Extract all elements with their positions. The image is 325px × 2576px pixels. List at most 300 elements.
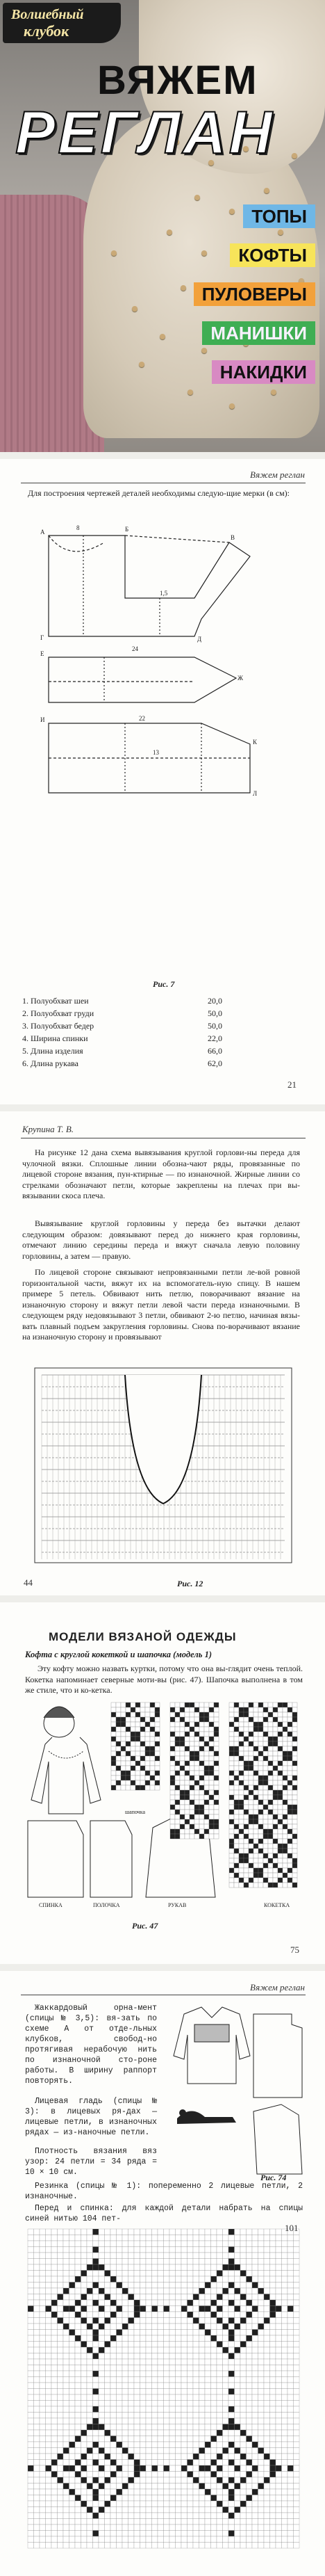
chart-cell bbox=[175, 1834, 180, 1839]
chart-cell bbox=[111, 1727, 116, 1732]
jacquard-cell bbox=[117, 2406, 123, 2413]
jacquard-cell bbox=[140, 2342, 147, 2348]
chart-cell bbox=[268, 1849, 273, 1853]
jacquard-cell bbox=[176, 2241, 182, 2247]
jacquard-cell bbox=[128, 2259, 135, 2265]
jacquard-cell bbox=[270, 2371, 276, 2377]
chart-cell bbox=[234, 1707, 239, 1712]
chart-cell bbox=[292, 1756, 297, 1761]
jacquard-cell bbox=[205, 2489, 211, 2495]
jacquard-cell bbox=[46, 2413, 52, 2419]
jacquard-cell bbox=[158, 2264, 164, 2271]
jacquard-cell bbox=[75, 2501, 81, 2507]
jacquard-cell bbox=[270, 2460, 276, 2466]
chart-cell bbox=[116, 1737, 121, 1741]
chart-cell bbox=[185, 1810, 190, 1814]
chart-cell bbox=[229, 1834, 234, 1839]
jacquard-cell bbox=[240, 2330, 247, 2336]
chart-cell bbox=[150, 1707, 155, 1712]
chart-cell bbox=[283, 1727, 288, 1732]
chart-cell bbox=[135, 1727, 140, 1732]
jacquard-cell bbox=[181, 2543, 188, 2549]
jacquard-cell bbox=[63, 2436, 69, 2442]
jacquard-cell bbox=[205, 2454, 211, 2460]
jacquard-cell bbox=[51, 2253, 58, 2259]
jacquard-cell bbox=[122, 2359, 128, 2365]
jacquard-cell bbox=[211, 2442, 217, 2448]
jacquard-cell bbox=[217, 2235, 223, 2241]
chart-cell bbox=[185, 1732, 190, 1737]
jacquard-cell bbox=[28, 2401, 34, 2407]
jacquard-cell bbox=[282, 2401, 288, 2407]
jacquard-cell bbox=[288, 2507, 294, 2513]
chart-cell bbox=[185, 1756, 190, 1761]
chart-cell bbox=[180, 1834, 185, 1839]
chart-cell bbox=[155, 1732, 160, 1737]
jacquard-cell bbox=[270, 2501, 276, 2507]
jacquard-cell bbox=[128, 2472, 135, 2478]
chart-cell bbox=[244, 1790, 249, 1795]
jacquard-cell bbox=[58, 2371, 64, 2377]
svg-text:Б: Б bbox=[125, 526, 129, 533]
chart-cell bbox=[273, 1849, 278, 1853]
jacquard-cell bbox=[34, 2507, 40, 2513]
jacquard-cell bbox=[176, 2495, 182, 2502]
chart-cell bbox=[292, 1761, 297, 1766]
jacquard-cell bbox=[211, 2335, 217, 2342]
chart-cell bbox=[150, 1732, 155, 1737]
jacquard-cell bbox=[63, 2543, 69, 2549]
jacquard-cell bbox=[134, 2294, 140, 2301]
jacquard-cell bbox=[228, 2477, 235, 2484]
chart-cell bbox=[283, 1844, 288, 1849]
jacquard-cell bbox=[294, 2259, 300, 2265]
jacquard-cell bbox=[117, 2276, 123, 2283]
jacquard-cell bbox=[270, 2271, 276, 2277]
jacquard-cell bbox=[240, 2229, 247, 2235]
jacquard-cell bbox=[223, 2347, 229, 2353]
jacquard-cell bbox=[282, 2477, 288, 2484]
chart-cell bbox=[263, 1839, 268, 1844]
chart-cell bbox=[278, 1717, 283, 1722]
chart-cell bbox=[121, 1737, 126, 1741]
jacquard-cell bbox=[211, 2235, 217, 2241]
jacquard-cell bbox=[276, 2247, 282, 2253]
jacquard-cell bbox=[199, 2430, 206, 2436]
jacquard-cell bbox=[117, 2271, 123, 2277]
jacquard-cell bbox=[193, 2484, 199, 2490]
chart-cell bbox=[199, 1766, 204, 1771]
jacquard-cell bbox=[40, 2253, 46, 2259]
jacquard-cell bbox=[188, 2460, 194, 2466]
chart-cell bbox=[258, 1849, 263, 1853]
jacquard-cell bbox=[228, 2413, 235, 2419]
chart-cell bbox=[131, 1707, 135, 1712]
jacquard-cell bbox=[258, 2353, 265, 2360]
chart-cell bbox=[175, 1771, 180, 1776]
chart-cell bbox=[234, 1717, 239, 1722]
jacquard-cell bbox=[181, 2525, 188, 2531]
chart-cell bbox=[190, 1761, 194, 1766]
jacquard-cell bbox=[34, 2276, 40, 2283]
jacquard-cell bbox=[28, 2377, 34, 2383]
jacquard-cell bbox=[217, 2335, 223, 2342]
jacquard-cell bbox=[152, 2377, 158, 2383]
jacquard-cell bbox=[158, 2430, 164, 2436]
jacquard-cell bbox=[176, 2406, 182, 2413]
jacquard-cell bbox=[217, 2229, 223, 2235]
jacquard-cell bbox=[164, 2519, 170, 2525]
jacquard-cell bbox=[63, 2306, 69, 2312]
jacquard-cell bbox=[117, 2472, 123, 2478]
jacquard-cell bbox=[235, 2359, 241, 2365]
jacquard-cell bbox=[134, 2283, 140, 2289]
jacquard-cell bbox=[270, 2465, 276, 2472]
jacquard-cell bbox=[252, 2454, 258, 2460]
jacquard-cell bbox=[158, 2342, 164, 2348]
chart-cell bbox=[131, 1771, 135, 1776]
jacquard-cell bbox=[282, 2247, 288, 2253]
jacquard-cell bbox=[264, 2241, 270, 2247]
jacquard-cell bbox=[181, 2501, 188, 2507]
jacquard-cell bbox=[294, 2318, 300, 2324]
jacquard-cell bbox=[58, 2543, 64, 2549]
jacquard-cell bbox=[247, 2513, 253, 2519]
chart-cell bbox=[180, 1717, 185, 1722]
jacquard-cell bbox=[252, 2460, 258, 2466]
jacquard-cell bbox=[146, 2442, 152, 2448]
chart-cell bbox=[155, 1702, 160, 1707]
jacquard-cell bbox=[205, 2418, 211, 2424]
jacquard-cell bbox=[240, 2477, 247, 2484]
jacquard-cell bbox=[188, 2424, 194, 2431]
chart-cell bbox=[268, 1883, 273, 1887]
jacquard-cell bbox=[205, 2306, 211, 2312]
jacquard-cell bbox=[164, 2300, 170, 2306]
jacquard-cell bbox=[122, 2430, 128, 2436]
jacquard-cell bbox=[247, 2454, 253, 2460]
jacquard-cell bbox=[110, 2531, 117, 2537]
jacquard-cell bbox=[294, 2430, 300, 2436]
jacquard-cell bbox=[117, 2371, 123, 2377]
jacquard-cell bbox=[258, 2484, 265, 2490]
jacquard-cell bbox=[105, 2472, 111, 2478]
jacquard-cell bbox=[81, 2377, 88, 2383]
cover-title-1: ВЯЖЕМ bbox=[97, 58, 258, 103]
jacquard-cell bbox=[99, 2460, 105, 2466]
jacquard-cell bbox=[93, 2306, 99, 2312]
jacquard-cell bbox=[294, 2330, 300, 2336]
jacquard-cell bbox=[158, 2330, 164, 2336]
chart-cell bbox=[249, 1737, 253, 1741]
chart-cell bbox=[258, 1795, 263, 1800]
jacquard-cell bbox=[169, 2335, 176, 2342]
chart-cell bbox=[131, 1712, 135, 1717]
jacquard-cell bbox=[128, 2253, 135, 2259]
jacquard-cell bbox=[228, 2418, 235, 2424]
jacquard-cell bbox=[199, 2513, 206, 2519]
jacquard-cell bbox=[75, 2312, 81, 2318]
jacquard-cell bbox=[146, 2454, 152, 2460]
jacquard-cell bbox=[110, 2264, 117, 2271]
chart-cell bbox=[278, 1858, 283, 1863]
jacquard-cell bbox=[252, 2394, 258, 2401]
jacquard-cell bbox=[282, 2330, 288, 2336]
jacquard-cell bbox=[223, 2454, 229, 2460]
jacquard-cell bbox=[176, 2371, 182, 2377]
jacquard-cell bbox=[164, 2394, 170, 2401]
chart-cell bbox=[263, 1771, 268, 1776]
chart-cell bbox=[214, 1717, 219, 1722]
chart-cell bbox=[199, 1702, 204, 1707]
jacquard-cell bbox=[51, 2271, 58, 2277]
jacquard-cell bbox=[188, 2306, 194, 2312]
jacquard-cell bbox=[105, 2300, 111, 2306]
jacquard-cell bbox=[188, 2484, 194, 2490]
chart-cell bbox=[126, 1722, 131, 1727]
chart-cell bbox=[249, 1844, 253, 1849]
jacquard-cell bbox=[169, 2276, 176, 2283]
chart-cell bbox=[234, 1844, 239, 1849]
jacquard-cell bbox=[235, 2501, 241, 2507]
jacquard-cell bbox=[199, 2288, 206, 2294]
chart-cell bbox=[278, 1790, 283, 1795]
chart-cell bbox=[292, 1727, 297, 1732]
jacquard-cell bbox=[28, 2472, 34, 2478]
jacquard-cell bbox=[282, 2241, 288, 2247]
page-gap bbox=[0, 1964, 325, 1971]
chart-cell bbox=[278, 1878, 283, 1883]
jacquard-cell bbox=[75, 2264, 81, 2271]
jacquard-cell bbox=[264, 2271, 270, 2277]
jacquard-cell bbox=[176, 2300, 182, 2306]
jacquard-cell bbox=[276, 2465, 282, 2472]
jacquard-cell bbox=[99, 2247, 105, 2253]
jacquard-cell bbox=[217, 2365, 223, 2372]
jacquard-cell bbox=[176, 2259, 182, 2265]
chart-cell bbox=[249, 1707, 253, 1712]
jacquard-cell bbox=[188, 2288, 194, 2294]
jacquard-cell bbox=[169, 2454, 176, 2460]
chart-cell bbox=[199, 1737, 204, 1741]
chart-cell bbox=[268, 1722, 273, 1727]
jacquard-cell bbox=[87, 2501, 93, 2507]
chart-cell bbox=[214, 1834, 219, 1839]
jacquard-cell bbox=[270, 2312, 276, 2318]
jacquard-cell bbox=[105, 2519, 111, 2525]
chart-cell bbox=[292, 1766, 297, 1771]
chart-cell bbox=[229, 1824, 234, 1829]
chart-cell bbox=[229, 1746, 234, 1751]
jacquard-cell bbox=[58, 2465, 64, 2472]
jacquard-cell bbox=[99, 2264, 105, 2271]
chart-cell bbox=[209, 1707, 214, 1712]
jacquard-cell bbox=[87, 2525, 93, 2531]
jacquard-cell bbox=[81, 2318, 88, 2324]
jacquard-cell bbox=[158, 2300, 164, 2306]
jacquard-cell bbox=[228, 2436, 235, 2442]
jacquard-cell bbox=[188, 2531, 194, 2537]
chart-cell bbox=[111, 1751, 116, 1756]
jacquard-cell bbox=[176, 2394, 182, 2401]
jacquard-cell bbox=[247, 2371, 253, 2377]
jacquard-cell bbox=[140, 2448, 147, 2454]
jacquard-cell bbox=[58, 2271, 64, 2277]
chart-cell bbox=[239, 1732, 244, 1737]
model-body: Эту кофту можно назвать куртки, потому что она вы-глядит очень теплой. Кокетка напоминает северные моти-вы (рис. 47). Шапочка выполнена в том же стиле, что и ко-кетка. bbox=[25, 1664, 303, 1695]
jacquard-cell bbox=[247, 2465, 253, 2472]
jacquard-cell bbox=[158, 2389, 164, 2395]
chart-cell bbox=[283, 1712, 288, 1717]
page-number: 75 bbox=[290, 1945, 299, 1955]
jacquard-cell bbox=[93, 2377, 99, 2383]
jacquard-cell bbox=[63, 2264, 69, 2271]
chart-cell bbox=[140, 1737, 145, 1741]
jacquard-cell bbox=[81, 2247, 88, 2253]
jacquard-cell bbox=[110, 2342, 117, 2348]
chart-cell bbox=[234, 1873, 239, 1878]
chart-cell bbox=[239, 1805, 244, 1810]
jacquard-cell bbox=[128, 2448, 135, 2454]
jacquard-cell bbox=[117, 2525, 123, 2531]
jacquard-cell bbox=[146, 2306, 152, 2312]
jacquard-cell bbox=[193, 2513, 199, 2519]
jacquard-cell bbox=[93, 2401, 99, 2407]
jacquard-cell bbox=[235, 2525, 241, 2531]
jacquard-cell bbox=[258, 2536, 265, 2543]
jacquard-cell bbox=[34, 2324, 40, 2330]
jacquard-cell bbox=[270, 2324, 276, 2330]
jacquard-cell bbox=[181, 2442, 188, 2448]
jacquard-cell bbox=[217, 2294, 223, 2301]
chart-cell bbox=[190, 1771, 194, 1776]
jacquard-cell bbox=[217, 2318, 223, 2324]
chart-cell bbox=[292, 1819, 297, 1824]
jacquard-cell bbox=[240, 2353, 247, 2360]
jacquard-cell bbox=[294, 2406, 300, 2413]
jacquard-cell bbox=[63, 2413, 69, 2419]
jacquard-cell bbox=[152, 2401, 158, 2407]
jacquard-cell bbox=[93, 2525, 99, 2531]
jacquard-cell bbox=[211, 2389, 217, 2395]
jacquard-cell bbox=[228, 2359, 235, 2365]
jacquard-cell bbox=[58, 2472, 64, 2478]
chart-cell bbox=[234, 1741, 239, 1746]
jacquard-cell bbox=[181, 2235, 188, 2241]
jacquard-cell bbox=[75, 2472, 81, 2478]
bobble bbox=[229, 403, 235, 409]
jacquard-cell bbox=[211, 2271, 217, 2277]
chart-cell bbox=[229, 1878, 234, 1883]
jacquard-cell bbox=[199, 2401, 206, 2407]
jacquard-cell bbox=[158, 2377, 164, 2383]
jacquard-cell bbox=[164, 2276, 170, 2283]
chart-cell bbox=[214, 1761, 219, 1766]
jacquard-cell bbox=[75, 2300, 81, 2306]
chart-cell bbox=[170, 1751, 175, 1756]
jacquard-cell bbox=[288, 2531, 294, 2537]
chart-cell bbox=[111, 1707, 116, 1712]
chart-cell bbox=[278, 1873, 283, 1878]
chart-cell bbox=[249, 1766, 253, 1771]
jacquard-cell bbox=[128, 2306, 135, 2312]
jacquard-cell bbox=[240, 2460, 247, 2466]
chart-cell bbox=[253, 1732, 258, 1737]
chart-cell bbox=[273, 1800, 278, 1805]
chart-cell bbox=[283, 1829, 288, 1834]
jacquard-cell bbox=[51, 2259, 58, 2265]
jacquard-cell bbox=[169, 2271, 176, 2277]
jacquard-cell bbox=[270, 2318, 276, 2324]
chart-cell bbox=[292, 1863, 297, 1868]
jacquard-cell bbox=[252, 2306, 258, 2312]
jacquard-cell bbox=[117, 2465, 123, 2472]
jacquard-cell bbox=[294, 2353, 300, 2360]
jacquard-cell bbox=[58, 2312, 64, 2318]
jacquard-cell bbox=[117, 2389, 123, 2395]
jacquard-cell bbox=[282, 2264, 288, 2271]
chart-cell bbox=[229, 1849, 234, 1853]
chart-cell bbox=[209, 1785, 214, 1790]
jacquard-cell bbox=[40, 2359, 46, 2365]
jacquard-cell bbox=[46, 2448, 52, 2454]
chart-cell bbox=[258, 1883, 263, 1887]
jacquard-cell bbox=[69, 2484, 76, 2490]
jacquard-cell bbox=[63, 2371, 69, 2377]
jacquard-cell bbox=[87, 2513, 93, 2519]
chart-cell bbox=[292, 1771, 297, 1776]
chart-cell bbox=[244, 1800, 249, 1805]
jacquard-cell bbox=[235, 2389, 241, 2395]
jacquard-cell bbox=[288, 2418, 294, 2424]
chart-cell bbox=[194, 1814, 199, 1819]
chart-cell bbox=[204, 1829, 209, 1834]
jacquard-cell bbox=[40, 2294, 46, 2301]
chart-cell bbox=[239, 1746, 244, 1751]
jacquard-cell bbox=[28, 2442, 34, 2448]
jacquard-cell bbox=[75, 2442, 81, 2448]
jacquard-cell bbox=[146, 2283, 152, 2289]
jacquard-cell bbox=[247, 2484, 253, 2490]
jacquard-cell bbox=[240, 2513, 247, 2519]
chart-cell bbox=[180, 1712, 185, 1717]
jacquard-cell bbox=[217, 2324, 223, 2330]
jacquard-cell bbox=[258, 2235, 265, 2241]
jacquard-cell bbox=[264, 2264, 270, 2271]
jacquard-cell bbox=[258, 2460, 265, 2466]
jacquard-cell bbox=[276, 2306, 282, 2312]
chart-cell bbox=[258, 1771, 263, 1776]
jacquard-cell bbox=[164, 2501, 170, 2507]
jacquard-cell bbox=[134, 2365, 140, 2372]
jacquard-cell bbox=[294, 2484, 300, 2490]
jacquard-cell bbox=[181, 2294, 188, 2301]
jacquard-cell bbox=[105, 2347, 111, 2353]
jacquard-cell bbox=[288, 2484, 294, 2490]
jacquard-cell bbox=[199, 2477, 206, 2484]
jacquard-cell bbox=[99, 2377, 105, 2383]
jacquard-cell bbox=[211, 2394, 217, 2401]
chart-cell bbox=[283, 1873, 288, 1878]
jacquard-cell bbox=[134, 2271, 140, 2277]
jacquard-cell bbox=[122, 2424, 128, 2431]
jacquard-cell bbox=[34, 2264, 40, 2271]
jacquard-cell bbox=[81, 2288, 88, 2294]
jacquard-cell bbox=[264, 2430, 270, 2436]
jacquard-cell bbox=[117, 2312, 123, 2318]
jacquard-cell bbox=[128, 2413, 135, 2419]
figure-caption: Рис. 12 bbox=[177, 1579, 203, 1588]
